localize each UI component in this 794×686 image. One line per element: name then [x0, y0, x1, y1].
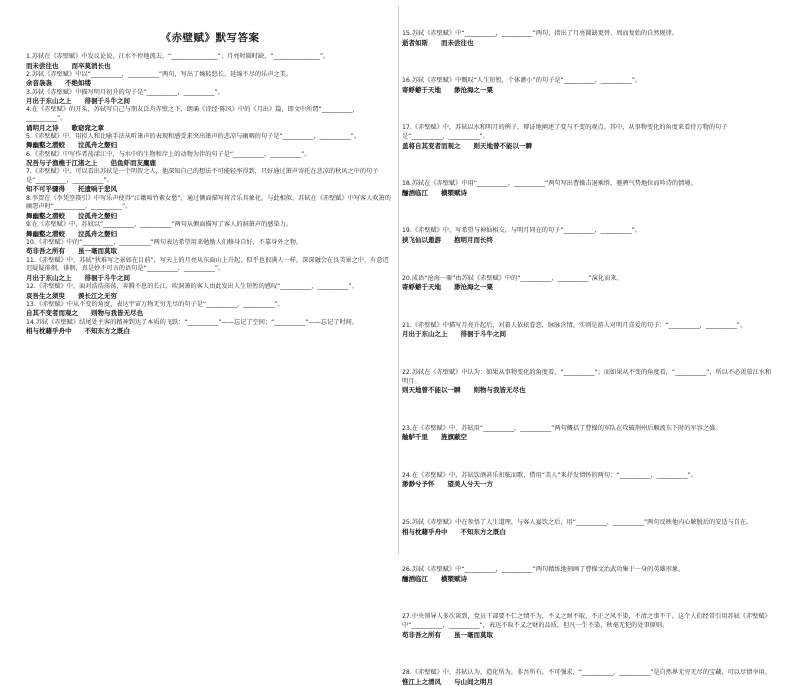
- answer-text: 惟江上之清风 与山间之明月: [402, 677, 493, 686]
- question-text: 21.《赤壁赋》中描写月亮升起后，对着人依依眷恋，脉脉含情，实则是游人对明月喜爱的句子：“__________，__________”。: [402, 321, 747, 329]
- question-text: 6.《赤壁赋》中写作者荡漾江中，与水中的生物和岸上的动物为伴的句子是“__________，__________”。: [26, 150, 311, 158]
- answer-text: 寄蜉蝣于天地 渺沧海之一粟: [402, 283, 493, 292]
- question-text: 22.苏轼在《赤壁赋》中认为：如果从事物变化的角度看，“__________”；而如果从不变的角度看，“__________”，所以不必羡慕江水和明月。: [402, 368, 772, 385]
- answer-text: 渺渺兮予怀 望美人兮天一方: [402, 480, 493, 489]
- question-23: [402, 425, 772, 442]
- right-column: [402, 0, 772, 686]
- answer-text: 月出于东山之上 徘徊于斗牛之间: [26, 273, 130, 282]
- answer-text: 自其不变者而观之 则物与我皆无尽也: [26, 309, 143, 318]
- question-1: [26, 53, 394, 70]
- question-12: [26, 283, 394, 300]
- question-text: 24.在《赤壁赋》中，苏轼饮酒甚乐扣舷而歌，借用“美人”来抒发情怀的两句：“__________，__________”。: [402, 471, 697, 479]
- question-26: [402, 566, 772, 583]
- question-27: [402, 613, 772, 639]
- page-title: 《赤壁赋》默写答案: [160, 32, 260, 44]
- question-7: [26, 168, 394, 194]
- answer-text: 舞幽壑之潜蛟 泣孤舟之嫠妇: [26, 141, 117, 150]
- question-text: 7.《赤壁赋》中，可以看出苏轼是一个明智之人，他深知自己的想法不可能轻率得到，只好通过箫声寄托在悲凉的秋风之中的句子是“__________，__________”。: [26, 168, 379, 184]
- question-text: 28.《赤壁赋》中，苏轼认为，造化所为，非吾所有，不可强求，“__________，__________”是自然界无穷无尽的宝藏，可以尽情享用。: [402, 669, 771, 677]
- answer-text: 则天地曾不能以一瞬 则物与我皆无尽也: [402, 386, 526, 395]
- left-column: [26, 0, 394, 560]
- question-text: 4.在《赤壁赋》的开头，苏轼写自己与朋友泛舟赤壁之下，朗诵《诗经·陈风》中的《月出》篇，即文中所谓“__________，__________”。: [26, 106, 359, 122]
- question-text: 1.苏轼在《赤壁赋》中发议论说，江水不停地流去，“_______________”；月亮时圆时缺，“_______________”。: [26, 53, 330, 60]
- question-2: [26, 71, 394, 88]
- question-text: 13.《赤壁赋》中从不变的角度，表达宇宙万物无穷无尽的句子是“__________，__________”。: [26, 300, 284, 308]
- answer-text: 舳舻千里 旌旗蔽空: [402, 433, 467, 442]
- question-text: 19.《赤壁赋》中，写希望与神仙相交，与明月同在的句子“__________，__________”。: [402, 227, 641, 235]
- answer-text: 月出于东山之上 徘徊于斗牛之间: [402, 330, 506, 339]
- question-6: [26, 151, 394, 168]
- answer-text: 寄蜉蝣于天地 渺沧海之一粟: [402, 85, 493, 94]
- answer-text: 况吾与子渔樵于江渚之上 侣鱼虾而友麋鹿: [26, 159, 156, 168]
- question-text: 20.成语“沧海一粟”由苏轼《赤壁赋》中的“__________，__________”演化而来。: [402, 274, 623, 282]
- question-text: 2.苏轼《赤壁赋》中以“__________，__________”两句，写出了婉转悠长、延绵不尽的乐声之美。: [26, 70, 293, 78]
- question-22: [402, 369, 772, 395]
- question-21: [402, 322, 772, 339]
- question-text: 26.苏轼《赤壁赋》中“__________，__________”两句精练地刻画了曹操文治武功集于一身的英雄形象。: [402, 566, 685, 574]
- question-text: 16.苏轼《赤壁赋》中慨叹“人生短暂，个体渺小”的句子是“__________，__________”。: [402, 77, 642, 85]
- answer-text: 相与枕藉乎舟中 不知东方之既白: [402, 527, 506, 536]
- answer-text: 挟飞仙以遨游 抱明月而长终: [402, 235, 493, 244]
- answer-text: 盖将自其变者而观之 则天地曾不能以一瞬: [402, 141, 532, 150]
- question-text: 8.李贺在《李凭箜篌引》中写乐声使得“江娥啼竹素女愁”，通过侧面描写将音乐具象化。与此相似，苏轼在《赤壁赋》中写客人吹箫的幽怨声时“__________，__________”。: [26, 194, 391, 211]
- question-text: 10.《赤壁赋》中的“__________，__________”两句表达希望用来勉励人们修身自好，不靠身外之物。: [26, 238, 303, 246]
- answer-text: 余音袅袅 不绝如缕: [26, 79, 91, 88]
- question-text: 15.苏轼《赤壁赋》中“__________，__________”两句，指出了月亮圆缺更替、周而复始的自然规律。: [402, 30, 679, 37]
- answer-text: 酾酒临江 横槊赋诗: [402, 188, 467, 197]
- question-text: 25.苏轼《赤壁赋》中在参悟了人生道理，与客人宴饮之后，用“__________，__________”两句反映他内心解脱后的安适与自在。: [402, 519, 753, 527]
- question-19: [402, 227, 772, 244]
- question-text: 11.《赤壁赋》中，苏轼“狄难写之景如在目前”，写天上的月亮从东面山上升起，似乎也很满人一样，深深融会在良美景之中，有意迟迟疑疑徘徊，徘徊，真是妙不可言的语句是“__________，__________”。: [26, 256, 389, 273]
- answer-text: 舞幽壑之潜蛟 泣孤舟之嫠妇: [26, 229, 117, 238]
- question-25: [402, 519, 772, 536]
- question-3: [26, 89, 394, 106]
- answer-text: 苟非吾之所有 虽一毫而莫取: [26, 247, 117, 256]
- question-text: 14.苏轼《赤壁赋》结尾处主客的精神到达了本质的飞跃：“__________”——忘记了空间；“__________”——忘记了时间。: [26, 318, 359, 326]
- question-text: 5.《赤壁赋》中，用拟人和比喻手法从听箫声的表现和感受来突出箫声的悲凉与幽咽的句子是“__________，__________”。: [26, 132, 361, 140]
- answer-text: 苟非吾之所有 虽一毫而莫取: [402, 630, 493, 639]
- question-5: [26, 133, 394, 150]
- question-24: [402, 472, 772, 489]
- answer-text: 而未尝往也 而卒莫消长也: [26, 61, 111, 70]
- answer-text: 逝者如斯 而未尝往也: [402, 38, 474, 47]
- question-13: [26, 301, 394, 318]
- question-text: 18.苏轼在《赤壁赋》中用“__________，__________”两句写出曹操击退乘胜、驰骋气势地位而吟诗的情境。: [402, 180, 697, 188]
- question-text: 23.在《赤壁赋》中，苏轼用“__________，__________”两句概括了曹操的军队在攻破荆州后顺流东下时的军容之盛。: [402, 424, 722, 432]
- question-text: 9.在《赤壁赋》中，苏轼以“__________，__________”两句从侧面描写了客人的洞箫声的感染力。: [26, 221, 293, 229]
- question-9: [26, 221, 394, 238]
- answer-text: 舞幽壑之潜蛟 泣孤舟之嫠妇: [26, 211, 117, 220]
- question-8: [26, 195, 394, 221]
- answer-text: 月出于东山之上 徘徊于斗牛之间: [26, 97, 130, 106]
- question-17: [402, 124, 772, 150]
- question-15: [402, 30, 772, 47]
- answer-text: 酾酒临江 横槊赋诗: [402, 574, 467, 583]
- question-28: [402, 669, 772, 686]
- question-4: [26, 106, 394, 132]
- answer-text: 知不可乎骤得 托遗响于悲风: [26, 185, 117, 194]
- answer-text: 哀吾生之须臾 羡长江之无穷: [26, 291, 117, 300]
- answer-text: 相与枕藉乎舟中 不知东方之既白: [26, 327, 130, 336]
- question-20: [402, 275, 772, 292]
- question-18: [402, 180, 772, 197]
- question-text: 12.《赤壁赋》中，面对浩浩荡荡，奔腾不息的长江，吹洞箫的客人由此发出人生短暂的感叹“__________，__________”。: [26, 282, 358, 290]
- question-text: 27.中央领导人多次谈到，党员干部要不仁之情不为，不义之财不取，不正之风不染，不清之事不干。这个人们经常引用苏轼《赤壁赋》中“__________，__________”，表达不取不义之财的品质。但凡一生不染，秋毫无犯的处事原则。: [402, 613, 771, 630]
- question-11: [26, 257, 394, 283]
- column-divider: [398, 6, 399, 554]
- question-16: [402, 77, 772, 94]
- question-10: [26, 239, 394, 256]
- answer-text: 诵明月之诗 歌窈窕之章: [26, 123, 104, 132]
- question-text: 3.苏轼《赤壁赋》中描写明月初升的句子是“__________，__________”。: [26, 88, 224, 96]
- question-14: [26, 319, 394, 336]
- question-text: 17.《赤壁赋》中，苏轼以水和明月的例子，辩证地阐述了变与不变的观点。其中，从事物变化的角度来看待万物的句子是“__________，__________”。: [402, 124, 728, 140]
